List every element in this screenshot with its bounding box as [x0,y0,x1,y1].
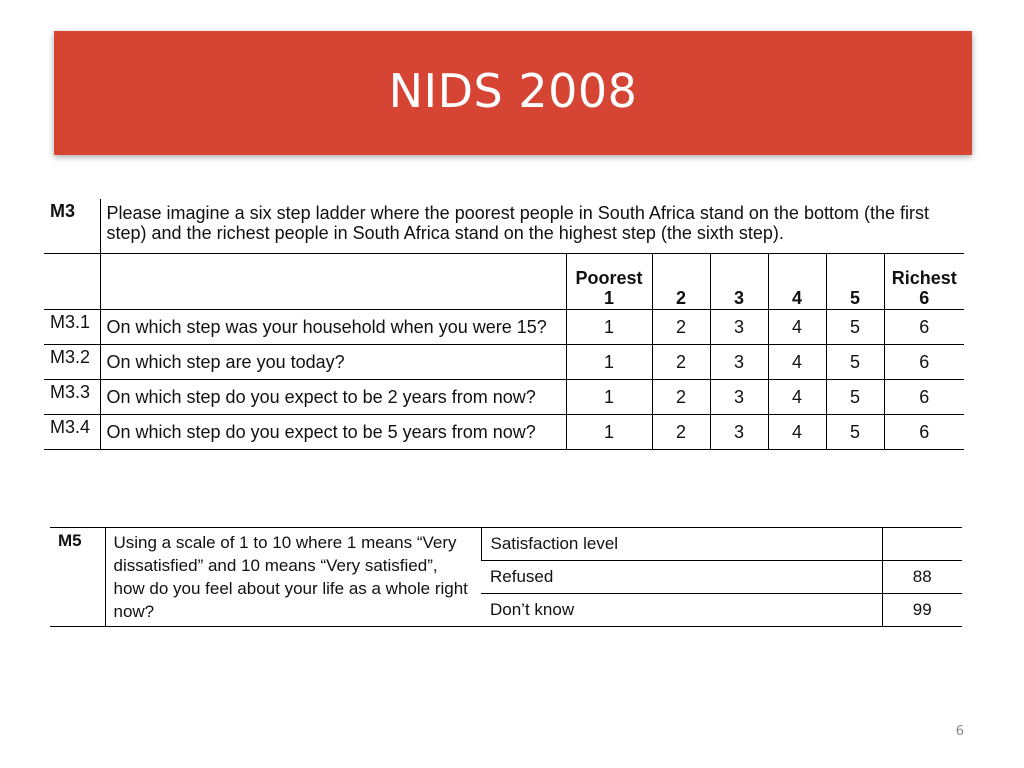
question-code: M3.3 [44,379,100,414]
option-cell: 4 [768,414,826,449]
question-text: On which step do you expect to be 2 years from now? [100,379,566,414]
question-text: On which step was your household when you were 15? [100,309,566,344]
richest-label: Richest [891,267,957,288]
m3-question-table [44,199,964,450]
option-cell: 2 [652,309,710,344]
m3-header-step-6 [884,253,964,309]
option-label: Satisfaction level [481,528,882,561]
option-label: Don’t know [490,600,575,619]
option-cell: 1 [566,344,652,379]
title-banner [54,31,972,155]
option-cell: 1 [566,309,652,344]
step-number: 1 [603,287,614,308]
option-cell: 3 [710,344,768,379]
slide-title: NIDS 2008 [388,64,638,118]
m3-header-step-4: 4 [768,253,826,309]
m3-code: M3 [44,199,100,253]
option-value [882,528,962,561]
option-cell: 3 [710,379,768,414]
option-cell: 5 [826,379,884,414]
m3-header-question-cell [100,253,566,309]
option-cell: 3 [710,414,768,449]
option-cell: 4 [768,379,826,414]
option-cell: 4 [768,344,826,379]
question-text: On which step are you today? [100,344,566,379]
m3-header-step-5: 5 [826,253,884,309]
step-number: 6 [919,287,930,308]
option-value: 88 [882,561,962,594]
option-value: 99 [882,594,962,627]
option-cell: 6 [884,414,964,449]
question-code: M3.1 [44,309,100,344]
m3-intro-row [44,199,964,253]
table-row [44,379,964,414]
option-cell: 6 [884,379,964,414]
m3-header-step-3: 3 [710,253,768,309]
m3-header-step-2: 2 [652,253,710,309]
m3-intro-text: Please imagine a six step ladder where the poorest people in South Africa stand on the bottom (the first step) and the richest people in South Africa stand on the highest step (the sixth step). [100,199,964,253]
m5-question-text: Using a scale of 1 to 10 where 1 means “Very dissatisfied” and 10 means “Very satisfied”, how do you feel about your life as a whole right now? [105,528,481,627]
question-code: M3.4 [44,414,100,449]
option-cell: 1 [566,414,652,449]
m5-code: M5 [58,531,82,550]
table-row [44,414,964,449]
option-cell: 1 [566,379,652,414]
table-row [44,344,964,379]
option-cell: 4 [768,309,826,344]
option-cell: 6 [884,344,964,379]
option-cell: 5 [826,309,884,344]
option-cell: 5 [826,344,884,379]
option-cell: 2 [652,344,710,379]
m3-header-step-1 [566,253,652,309]
m3-header-code-cell [44,253,100,309]
option-cell: 3 [710,309,768,344]
option-label: Refused [481,561,882,594]
option-cell: 5 [826,414,884,449]
m5-question-table [50,527,962,627]
table-row [50,528,962,561]
question-code: M3.2 [44,344,100,379]
option-cell: 6 [884,309,964,344]
page-number: 6 [955,724,964,739]
m3-header-row [44,253,964,309]
table-row [44,309,964,344]
option-cell: 2 [652,379,710,414]
poorest-label: Poorest [575,267,643,288]
question-text: On which step do you expect to be 5 years from now? [100,414,566,449]
option-cell: 2 [652,414,710,449]
